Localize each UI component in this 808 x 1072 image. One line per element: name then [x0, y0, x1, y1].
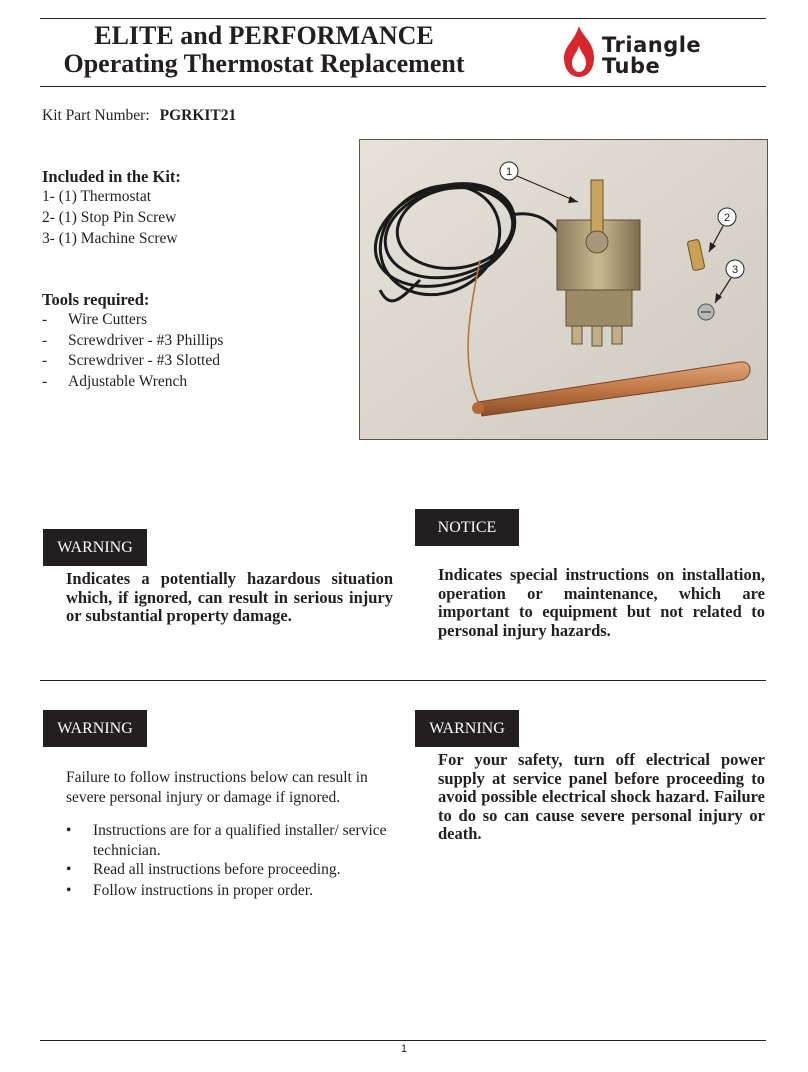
dash-marker: -: [42, 311, 48, 328]
tool-item-label: Screwdriver - #3 Phillips: [68, 332, 224, 349]
kit-part-value: PGRKIT21: [159, 107, 237, 124]
included-item: 1- (1) Thermostat: [42, 188, 152, 205]
triangle-tube-logo: [560, 24, 720, 80]
dash-marker: -: [42, 373, 48, 390]
flame-icon: [560, 24, 598, 80]
bullet-marker: •: [66, 822, 72, 839]
notice-badge: NOTICE: [415, 509, 519, 546]
dash-marker: -: [42, 332, 48, 349]
callout-label: 3: [731, 264, 739, 276]
callout-label: 2: [723, 212, 731, 224]
notice-text: Indicates special instructions on installation, operation or maintenance, which are important to equipment but not related to personal injury hazards.: [438, 565, 765, 640]
included-item: 2- (1) Stop Pin Screw: [42, 209, 177, 226]
footer-rule: [40, 1040, 766, 1041]
warning-text: Failure to follow instructions below can result in severe personal injury or damage if ignored.: [66, 769, 368, 806]
instruction-bullet: [66, 860, 396, 880]
tool-item: [42, 311, 147, 329]
tools-heading: Tools required:: [42, 290, 150, 309]
bullet-text: Read all instructions before proceeding.: [93, 861, 341, 878]
document-title-line1: ELITE and PERFORMANCE: [94, 21, 434, 50]
kit-part-label: Kit Part Number:: [42, 107, 150, 124]
machine-screw: [698, 304, 714, 320]
bullet-text: Instructions are for a qualified installer/ service technician.: [93, 822, 387, 859]
tool-item: [42, 332, 223, 350]
tool-item: [42, 373, 187, 391]
callout-label: 1: [505, 166, 513, 178]
tool-item-label: Screwdriver - #3 Slotted: [68, 352, 220, 369]
logo-text-triangle: Triangle: [602, 33, 702, 57]
dash-marker: -: [42, 352, 48, 369]
section-rule: [40, 680, 766, 681]
warning-badge: WARNING: [43, 710, 147, 747]
bullet-text: Follow instructions in proper order.: [93, 882, 313, 899]
bullet-marker: •: [66, 882, 72, 899]
bullet-marker: •: [66, 861, 72, 878]
tool-item-label: Wire Cutters: [68, 311, 148, 328]
warning-text: Indicates a potentially hazardous situation which, if ignored, can result in serious injury or substantial property damage.: [66, 569, 393, 625]
document-title-line2: Operating Thermostat Replacement: [63, 49, 465, 78]
kit-photo: [359, 139, 768, 440]
tool-item: [42, 352, 220, 370]
tool-item-label: Adjustable Wrench: [68, 373, 188, 390]
instruction-bullet: [66, 881, 396, 901]
kit-part-number: [42, 107, 236, 125]
logo-text-tube: Tube: [602, 54, 661, 78]
warning-badge: WARNING: [415, 710, 519, 747]
top-rule: [40, 18, 766, 19]
page-number: 1: [400, 1043, 408, 1055]
instruction-bullet: [66, 821, 396, 860]
header-rule: [40, 86, 766, 87]
warning-badge: WARNING: [43, 529, 147, 566]
warning-text: For your safety, turn off electrical power supply at service panel before proceeding to avoid possible electrical shock hazard. Failure to do so can cause severe personal injury or death.: [438, 750, 765, 843]
included-item: 3- (1) Machine Screw: [42, 230, 178, 247]
included-heading: Included in the Kit:: [42, 167, 181, 186]
thermostat-kit-illustration: [360, 140, 767, 439]
